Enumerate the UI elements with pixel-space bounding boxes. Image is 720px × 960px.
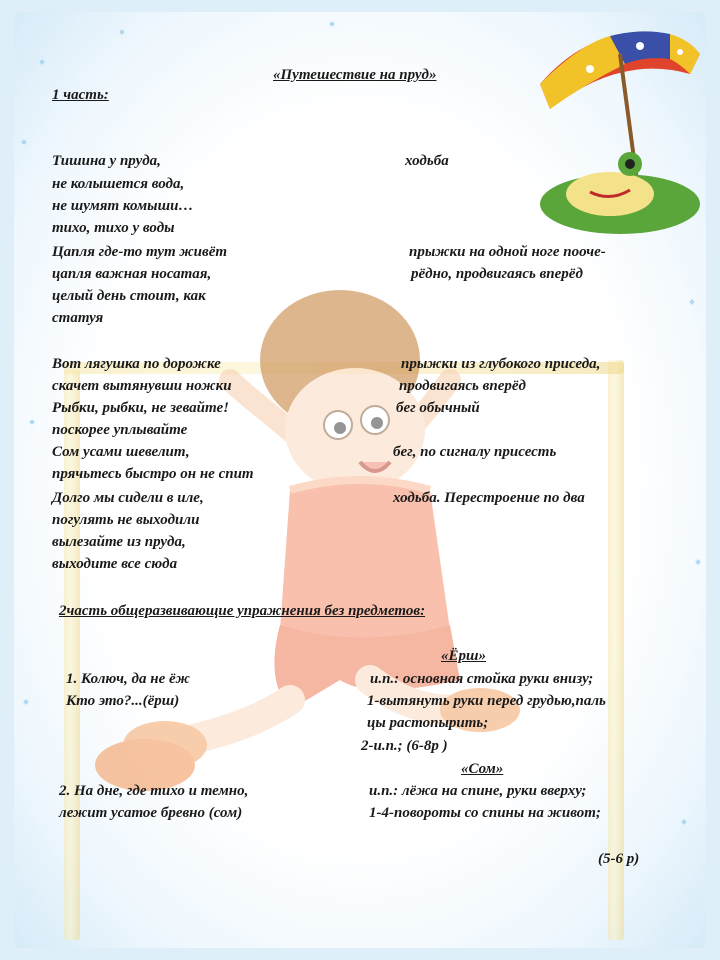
poem-line: Тишина у пруда,	[52, 153, 161, 169]
poem-line: тихо, тихо у воды	[52, 220, 175, 236]
action-text: бег обычный	[396, 400, 480, 416]
riddle-line: Кто это?...(ёрш)	[66, 693, 180, 709]
action-text: бег, по сигналу присесть	[393, 444, 557, 460]
instruction-line: 2-и.п.; (6-8р )	[361, 738, 448, 754]
exercise-name: «Ёрш»	[441, 648, 486, 664]
part2-heading: 2часть общеразвивающие упражнения без предметов:	[59, 603, 426, 619]
poem-line: Цапля где-то тут живёт	[52, 244, 228, 260]
poem-line: вылезайте из пруда,	[52, 534, 186, 550]
poem-line: Долго мы сидели в иле,	[52, 490, 204, 506]
frog-umbrella-illustration	[530, 14, 710, 244]
riddle-line: 2. На дне, где тихо и темно,	[59, 783, 249, 799]
boy-on-bar-illustration	[40, 240, 700, 940]
instruction-line: 1-4-повороты со спины на живот;	[369, 805, 601, 821]
poem-line: целый день стоит, как	[52, 288, 206, 304]
action-text: ходьба	[405, 153, 449, 169]
part1-heading: 1 часть:	[52, 87, 109, 103]
poem-line: прячьтесь быстро он не спит	[52, 466, 254, 482]
instruction-line: цы растопырить;	[367, 715, 489, 731]
riddle-line: 1. Колюч, да не ёж	[66, 671, 190, 687]
poem-line: скачет вытянувши ножки	[52, 378, 232, 394]
poem-line: цапля важная носатая,	[52, 266, 212, 282]
poem-line: статуя	[52, 310, 104, 326]
instruction-line: и.п.: лёжа на спине, руки вверху;	[369, 783, 587, 799]
riddle-line: лежит усатое бревно (сом)	[59, 805, 243, 821]
poem-line: не шумят комыши…	[52, 198, 194, 214]
exercise-name: «Сом»	[461, 761, 504, 777]
action-text: продвигаясь вперёд	[399, 378, 526, 394]
page-title: «Путешествие на пруд»	[273, 67, 437, 83]
instruction-line: и.п.: основная стойка руки внизу;	[370, 671, 594, 687]
poem-line: не колышется вода,	[52, 176, 185, 192]
action-text: рёдно, продвигаясь вперёд	[411, 266, 583, 282]
action-text: прыжки из глубокого приседа,	[401, 356, 601, 372]
action-text: прыжки на одной ноге пооче-	[409, 244, 606, 260]
instruction-line: 1-вытянуть руки перед грудью,паль	[367, 693, 606, 709]
poem-line: выходите все сюда	[52, 556, 178, 572]
poem-line: погулять не выходили	[52, 512, 200, 528]
poem-line: Рыбки, рыбки, не зевайте!	[52, 400, 229, 416]
repetitions-text: (5-6 р)	[598, 851, 640, 867]
poem-line: Вот лягушка по дорожке	[52, 356, 221, 372]
action-text: ходьба. Перестроение по два	[393, 490, 585, 506]
poem-line: Сом усами шевелит,	[52, 444, 190, 460]
poem-line: поскорее уплывайте	[52, 422, 188, 438]
